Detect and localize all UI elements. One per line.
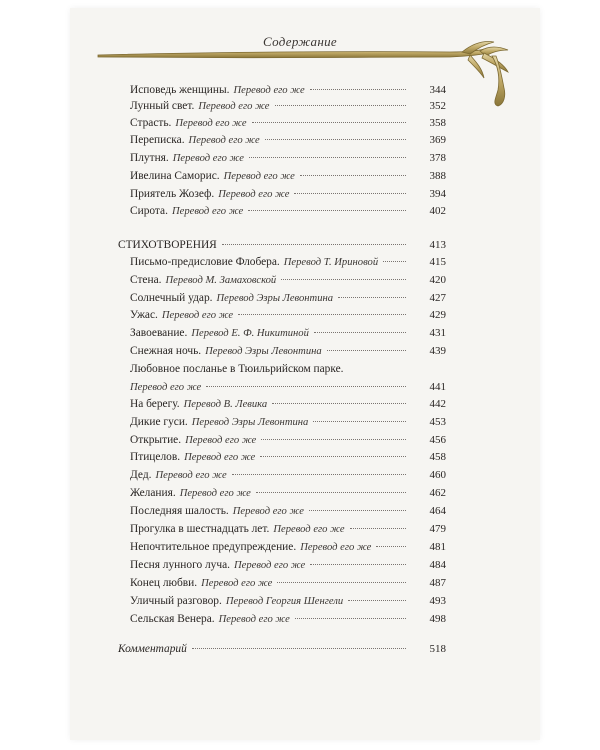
entry-page-number: 420	[429, 274, 446, 286]
entry-translator: Перевод его же	[155, 470, 227, 481]
entry-title: Непочтительное предупреждение.	[130, 541, 297, 553]
entry-page-number: 484	[429, 559, 446, 571]
entry-translator: Перевод его же	[130, 382, 202, 393]
dot-leader	[383, 261, 406, 262]
toc-entry	[130, 82, 446, 98]
dot-leader	[277, 582, 406, 583]
entry-title: Стена.	[130, 274, 162, 286]
entry-title: Страсть.	[130, 117, 172, 129]
entry-title: Песня лунного луча.	[130, 559, 231, 571]
toc-entry	[130, 290, 446, 306]
entry-page-number: 493	[429, 595, 446, 607]
dot-leader	[272, 403, 406, 404]
toc-entry	[130, 132, 446, 148]
toc-entry	[130, 361, 446, 377]
dot-leader	[338, 297, 406, 298]
entry-page-number: 479	[429, 523, 446, 535]
dot-leader	[206, 386, 406, 387]
dot-leader	[260, 456, 406, 457]
entry-translator: Перевод его же	[171, 206, 244, 217]
entry-title: Ужас.	[130, 309, 158, 321]
entry-translator: Перевод Эзры Левонтина	[205, 346, 322, 357]
toc-entry	[130, 593, 446, 609]
entry-page-number: 394	[429, 188, 446, 200]
dot-leader	[313, 421, 406, 422]
entry-page-number: 344	[429, 84, 446, 96]
entry-page-number: 518	[429, 643, 446, 655]
toc-entry	[130, 575, 446, 591]
entry-title: На берегу.	[130, 398, 180, 410]
dot-leader	[261, 439, 406, 440]
toc-entry	[130, 521, 446, 537]
dot-leader	[256, 492, 406, 493]
entry-page-number: 464	[429, 505, 446, 517]
toc-entry	[130, 254, 446, 270]
entry-page-number: 415	[429, 256, 446, 268]
entry-page-number: 442	[429, 398, 446, 410]
entry-translator: Перевод его же	[300, 542, 372, 553]
toc-entry	[130, 539, 446, 555]
toc-entry	[130, 485, 446, 501]
entry-page-number: 413	[429, 239, 446, 251]
toc-section-heading	[118, 237, 446, 253]
dot-leader	[222, 244, 406, 245]
toc-entry	[130, 432, 446, 448]
dot-leader	[294, 193, 406, 194]
toc-entry	[130, 503, 446, 519]
entry-page-number: 427	[429, 292, 446, 304]
entry-title: Плутня.	[130, 152, 169, 164]
entry-translator: Перевод его же	[179, 488, 251, 499]
dot-leader	[232, 474, 406, 475]
entry-title: Комментарий	[118, 643, 187, 655]
entry-translator: Перевод его же	[232, 506, 304, 517]
toc-entry	[130, 343, 446, 359]
dot-leader	[249, 157, 406, 158]
entry-page-number: 439	[429, 345, 446, 357]
entry-translator: Перевод Е. Ф. Никитиной	[191, 328, 309, 339]
entry-translator: Перевод его же	[198, 101, 270, 112]
dot-leader	[281, 279, 406, 280]
toc-entry	[130, 150, 446, 166]
toc-entry-continuation	[130, 379, 446, 395]
entry-page-number: 462	[429, 487, 446, 499]
entry-title: СТИХОТВОРЕНИЯ	[118, 239, 217, 251]
toc-entry	[130, 414, 446, 430]
entry-translator: Перевод его же	[188, 135, 260, 146]
entry-page-number: 487	[429, 577, 446, 589]
entry-title: Последняя шалость.	[130, 505, 229, 517]
entry-page-number: 460	[429, 469, 446, 481]
entry-title: Письмо-предисловие Флобера.	[130, 256, 280, 268]
entry-title: Открытие.	[130, 434, 182, 446]
dot-leader	[238, 314, 406, 315]
entry-page-number: 431	[429, 327, 446, 339]
entry-translator: Перевод его же	[175, 118, 247, 129]
entry-title: Прогулка в шестнадцать лет.	[130, 523, 270, 535]
dot-leader	[376, 546, 406, 547]
entry-page-number: 358	[429, 117, 446, 129]
entry-translator: Перевод его же	[201, 578, 273, 589]
entry-translator: Перевод его же	[184, 452, 256, 463]
entry-translator: Перевод его же	[233, 85, 305, 96]
toc-commentary	[118, 641, 446, 657]
entry-translator: Перевод его же	[218, 614, 290, 625]
dot-leader	[275, 105, 407, 106]
entry-title: Дикие гуси.	[130, 416, 188, 428]
entry-page-number: 369	[429, 134, 446, 146]
toc-entry	[130, 325, 446, 341]
toc-entry	[130, 115, 446, 131]
dot-leader	[309, 510, 406, 511]
entry-title: Приятель Жозеф.	[130, 188, 215, 200]
entry-page-number: 388	[429, 170, 446, 182]
dot-leader	[192, 648, 406, 649]
entry-title: Уличный разговор.	[130, 595, 222, 607]
toc-entry	[130, 98, 446, 114]
entry-page-number: 498	[429, 613, 446, 625]
dot-leader	[310, 89, 406, 90]
dot-leader	[295, 618, 406, 619]
entry-title: Исповедь женщины.	[130, 84, 230, 96]
entry-title: Завоевание.	[130, 327, 188, 339]
entry-translator: Перевод его же	[218, 189, 290, 200]
toc-entry	[130, 203, 446, 219]
dot-leader	[300, 175, 406, 176]
entry-translator: Перевод его же	[161, 310, 234, 321]
entry-title: Конец любви.	[130, 577, 198, 589]
dot-leader	[310, 564, 406, 565]
entry-page-number: 429	[429, 309, 446, 321]
entry-page-number: 453	[429, 416, 446, 428]
dot-leader	[350, 528, 406, 529]
entry-translator: Перевод Т. Ириновой	[283, 257, 379, 268]
toc-entry	[130, 467, 446, 483]
entry-translator: Перевод его же	[223, 171, 295, 182]
entry-page-number: 458	[429, 451, 446, 463]
entry-page-number: 352	[429, 100, 446, 112]
entry-title: Сельская Венера.	[130, 613, 215, 625]
entry-title: Дед.	[130, 469, 152, 481]
dot-leader	[265, 139, 406, 140]
toc-entry	[130, 307, 446, 323]
toc-entry	[130, 557, 446, 573]
entry-page-number: 378	[429, 152, 446, 164]
entry-translator: Перевод В. Левика	[183, 399, 268, 410]
entry-translator: Перевод его же	[273, 524, 345, 535]
entry-translator: Перевод Эзры Левонтина	[191, 417, 309, 428]
dot-leader	[252, 122, 406, 123]
toc-entry	[130, 186, 446, 202]
entry-translator: Перевод Эзры Левонтина	[216, 293, 334, 304]
dot-leader	[348, 600, 406, 601]
toc-entry	[130, 611, 446, 627]
entry-translator: Перевод М. Замаховской	[165, 275, 277, 286]
entry-page-number: 402	[429, 205, 446, 217]
entry-translator: Перевод его же	[172, 153, 244, 164]
toc-entry	[130, 272, 446, 288]
entry-translator: Перевод Георгия Шенгели	[225, 596, 344, 607]
entry-title: Ивелина Саморис.	[130, 170, 220, 182]
entry-page-number: 456	[429, 434, 446, 446]
toc-entry	[130, 396, 446, 412]
dot-leader	[327, 350, 406, 351]
page-title: Содержание	[263, 34, 337, 49]
entry-title: Лунный свет.	[130, 100, 195, 112]
entry-title: Переписка.	[130, 134, 185, 146]
toc-entry	[130, 449, 446, 465]
entry-title: Снежная ночь.	[130, 345, 202, 357]
entry-title: Солнечный удар.	[130, 292, 213, 304]
entry-page-number: 441	[429, 381, 446, 393]
dot-leader	[248, 210, 406, 211]
entry-title: Любовное посланье в Тюильрийском парке.	[130, 363, 344, 375]
entry-translator: Перевод его же	[185, 435, 257, 446]
toc-entry	[130, 168, 446, 184]
dot-leader	[314, 332, 406, 333]
entry-title: Сирота.	[130, 205, 168, 217]
entry-title: Желания.	[130, 487, 176, 499]
entry-translator: Перевод его же	[234, 560, 306, 571]
entry-title: Птицелов.	[130, 451, 181, 463]
entry-page-number: 481	[429, 541, 446, 553]
